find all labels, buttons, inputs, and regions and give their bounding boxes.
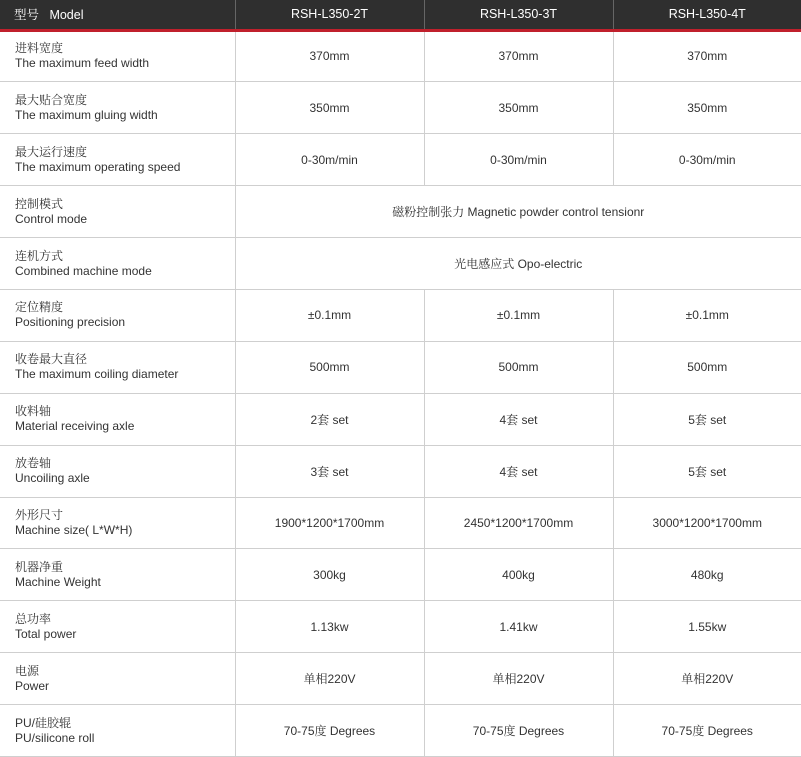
spec-label-en: Combined machine mode: [15, 263, 152, 278]
spec-label-en: The maximum operating speed: [15, 159, 181, 174]
spec-label-zh: 机器净重: [15, 559, 64, 574]
spec-label: [0, 549, 235, 601]
spec-label-en: Control mode: [15, 211, 88, 226]
model-label-cell: [0, 0, 235, 30]
spec-value: 1.13kw: [235, 601, 424, 653]
spec-label: [0, 393, 235, 445]
spec-label: [0, 601, 235, 653]
spec-row-gluing-width: [0, 82, 801, 134]
spec-label: [0, 445, 235, 497]
spec-value: ±0.1mm: [424, 289, 613, 341]
spec-label-en: Machine Weight: [15, 574, 101, 589]
spec-label: [0, 341, 235, 393]
spec-label-en: Total power: [15, 626, 77, 641]
model-name-2t: RSH-L350-2T: [235, 0, 424, 30]
spec-row-machine-weight: [0, 549, 801, 601]
spec-value: 70-75度 Degrees: [424, 705, 613, 757]
spec-value: 2450*1200*1700mm: [424, 497, 613, 549]
spec-label-zh: 连机方式: [15, 248, 64, 263]
spec-label-zh: 电源: [15, 663, 40, 678]
spec-value: 300kg: [235, 549, 424, 601]
spec-label-en: The maximum coiling diameter: [15, 367, 179, 382]
spec-value: 1.55kw: [613, 601, 801, 653]
spec-value: ±0.1mm: [613, 289, 801, 341]
spec-label-zh: 外形尺寸: [15, 507, 64, 522]
spec-label-en: The maximum feed width: [15, 56, 150, 71]
spec-label-en: Machine size( L*W*H): [15, 522, 133, 537]
spec-value-merged: 磁粉控制张力 Magnetic powder control tensionr: [235, 186, 801, 238]
spec-value: 3套 set: [235, 445, 424, 497]
spec-label-zh: 定位精度: [15, 300, 64, 315]
spec-value: 4套 set: [424, 445, 613, 497]
spec-label: [0, 186, 235, 238]
spec-value: 500mm: [613, 341, 801, 393]
spec-row-roll: [0, 705, 801, 757]
spec-value: 单相220V: [424, 653, 613, 705]
spec-value: 4套 set: [424, 393, 613, 445]
spec-table-body: [0, 30, 801, 756]
spec-row-combined-mode: [0, 238, 801, 290]
spec-row-total-power: [0, 601, 801, 653]
spec-label-en: Uncoiling axle: [15, 471, 90, 486]
spec-value: 单相220V: [235, 653, 424, 705]
spec-value: 350mm: [235, 82, 424, 134]
spec-label-zh: 收卷最大直径: [15, 352, 88, 367]
spec-label: [0, 238, 235, 290]
spec-value: 1.41kw: [424, 601, 613, 653]
spec-label-en: Material receiving axle: [15, 419, 135, 434]
spec-label-zh: 收料轴: [15, 404, 52, 419]
spec-row-control-mode: [0, 186, 801, 238]
spec-value: 370mm: [235, 30, 424, 82]
spec-value: 370mm: [613, 30, 801, 82]
spec-label-en: PU/silicone roll: [15, 730, 95, 745]
header-row: [0, 0, 801, 30]
spec-label: [0, 705, 235, 757]
spec-label-en: The maximum gluing width: [15, 107, 158, 122]
spec-value: 单相220V: [613, 653, 801, 705]
model-name-3t: RSH-L350-3T: [424, 0, 613, 30]
spec-label-zh: 放卷轴: [15, 456, 52, 471]
spec-row-power: [0, 653, 801, 705]
spec-value: 5套 set: [613, 445, 801, 497]
spec-value: 500mm: [235, 341, 424, 393]
spec-label-en: Power: [15, 678, 50, 693]
spec-row-positioning-precision: [0, 289, 801, 341]
spec-value: 2套 set: [235, 393, 424, 445]
spec-label-zh: PU/硅胶辊: [15, 715, 72, 730]
spec-label: [0, 653, 235, 705]
spec-label: [0, 30, 235, 82]
model-label-zh: 型号: [14, 8, 40, 23]
spec-row-operating-speed: [0, 134, 801, 186]
spec-value: 0-30m/min: [613, 134, 801, 186]
spec-value: 0-30m/min: [424, 134, 613, 186]
spec-value-merged: 光电感应式 Opo-electric: [235, 238, 801, 290]
spec-label: [0, 134, 235, 186]
spec-table-header: [0, 0, 801, 30]
spec-value: 400kg: [424, 549, 613, 601]
spec-value: 70-75度 Degrees: [235, 705, 424, 757]
spec-value: 1900*1200*1700mm: [235, 497, 424, 549]
spec-label: [0, 497, 235, 549]
spec-label-en: Positioning precision: [15, 315, 126, 330]
spec-value: 370mm: [424, 30, 613, 82]
model-label-en: Model: [49, 8, 84, 23]
spec-value: ±0.1mm: [235, 289, 424, 341]
spec-value: 350mm: [613, 82, 801, 134]
spec-row-machine-size: [0, 497, 801, 549]
spec-value: 500mm: [424, 341, 613, 393]
spec-value: 70-75度 Degrees: [613, 705, 801, 757]
spec-label-zh: 控制模式: [15, 196, 64, 211]
spec-value: 5套 set: [613, 393, 801, 445]
spec-value: 3000*1200*1700mm: [613, 497, 801, 549]
spec-row-uncoiling-axle: [0, 445, 801, 497]
spec-row-receiving-axle: [0, 393, 801, 445]
spec-label-zh: 最大贴合宽度: [15, 92, 88, 107]
spec-label-zh: 总功率: [15, 611, 52, 626]
spec-value: 350mm: [424, 82, 613, 134]
spec-label: [0, 289, 235, 341]
spec-row-feed-width: [0, 30, 801, 82]
spec-value: 480kg: [613, 549, 801, 601]
spec-label-zh: 进料宽度: [15, 41, 64, 56]
spec-row-coiling-diameter: [0, 341, 801, 393]
spec-label: [0, 82, 235, 134]
spec-label-zh: 最大运行速度: [15, 144, 88, 159]
spec-value: 0-30m/min: [235, 134, 424, 186]
model-name-4t: RSH-L350-4T: [613, 0, 801, 30]
